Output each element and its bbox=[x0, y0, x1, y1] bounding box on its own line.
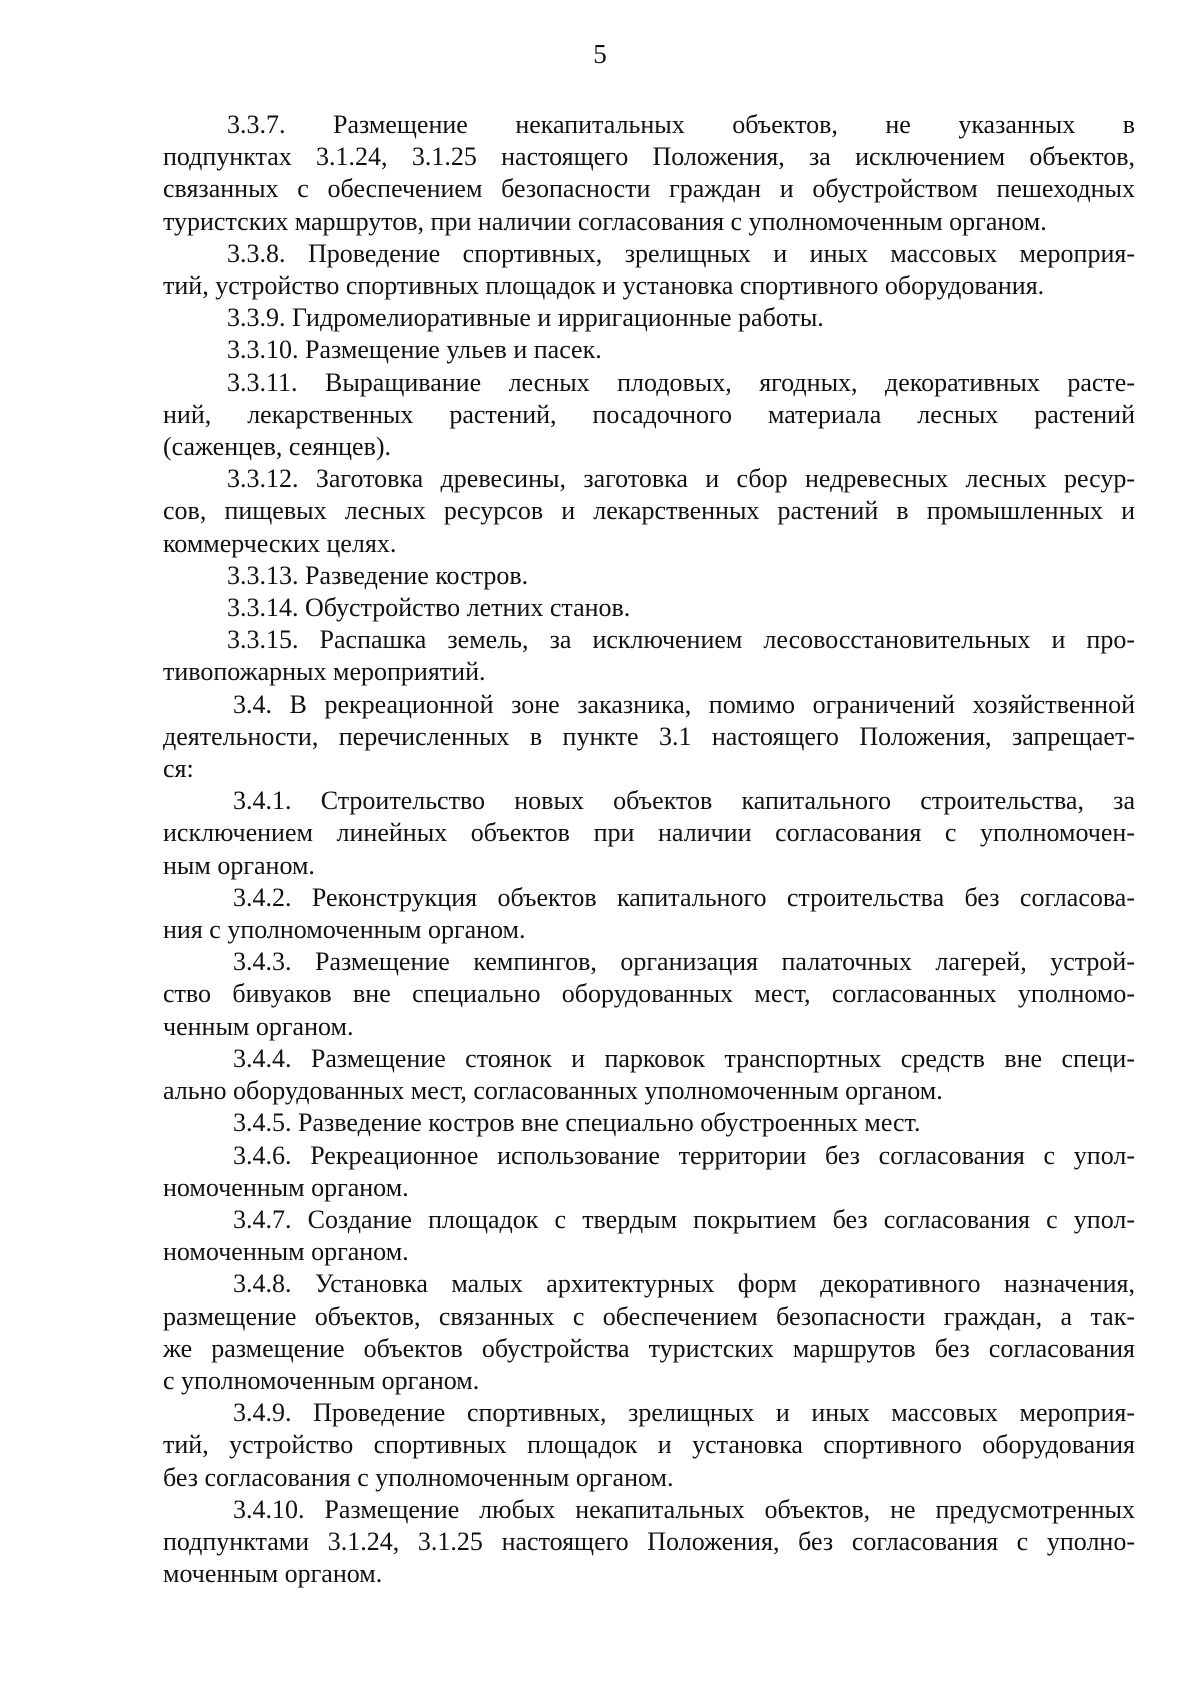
paragraph-3-3-15 bbox=[163, 624, 1135, 688]
paragraph-line: подпунктами 3.1.24, 3.1.25 настоящего Положения, без согласования с уполно- bbox=[163, 1526, 1135, 1556]
paragraph-line: моченным органом. bbox=[163, 1559, 383, 1589]
paragraph-line: 3.3.7. Размещение некапитальных объектов, не указанных в bbox=[227, 110, 1135, 139]
paragraph-line: размещение объектов, связанных с обеспечением безопасности граждан, а так- bbox=[163, 1301, 1135, 1331]
paragraph-line: 3.3.13. Разведение костров. bbox=[227, 560, 529, 590]
paragraph-line: тивопожарных мероприятий. bbox=[163, 657, 486, 687]
paragraph-line: с уполномоченным органом. bbox=[163, 1365, 480, 1395]
paragraph-3-4-3 bbox=[163, 946, 1135, 1043]
paragraph-line: 3.4.8. Установка малых архитектурных форм декоративного назначения, bbox=[233, 1269, 1135, 1299]
paragraph-line: 3.4.6. Рекреационное использование территории без согласования с упол- bbox=[233, 1140, 1135, 1170]
paragraph-3-4-1 bbox=[163, 785, 1135, 882]
paragraph-line: ство бивуаков вне специально оборудованных мест, согласованных уполномо- bbox=[163, 979, 1135, 1009]
paragraph-line: 3.4.2. Реконструкция объектов капитального строительства без согласова- bbox=[233, 882, 1135, 912]
paragraph-line: без согласования с уполномоченным органом. bbox=[163, 1462, 674, 1492]
paragraph-3-4-7 bbox=[163, 1204, 1135, 1268]
paragraph-line: 3.4.7. Создание площадок с твердым покрытием без согласования с упол- bbox=[233, 1204, 1135, 1234]
paragraph-line: 3.4.10. Размещение любых некапитальных объектов, не предусмотренных bbox=[233, 1494, 1135, 1524]
paragraph-3-4 bbox=[163, 689, 1135, 786]
paragraph-line: деятельности, перечисленных в пункте 3.1 настоящего Положения, запрещает- bbox=[163, 721, 1135, 751]
paragraph-line: тий, устройство спортивных площадок и установка спортивного оборудования. bbox=[163, 271, 1045, 301]
paragraph-3-4-10 bbox=[163, 1494, 1135, 1591]
paragraph-line: ся: bbox=[163, 754, 194, 784]
paragraph-line: 3.4.1. Строительство новых объектов капитального строительства, за bbox=[233, 786, 1135, 816]
paragraph-line: подпунктах 3.1.24, 3.1.25 настоящего Положения, за исключением объектов, bbox=[163, 142, 1135, 172]
paragraph-line: ально оборудованных мест, согласованных уполномоченным органом. bbox=[163, 1076, 943, 1106]
paragraph-line: 3.4.3. Размещение кемпингов, организация палаточных лагерей, устрой- bbox=[233, 947, 1135, 977]
paragraph-line: 3.3.9. Гидромелиоративные и ирригационные работы. bbox=[227, 303, 824, 333]
paragraph-line: 3.3.8. Проведение спортивных, зрелищных и иных массовых мероприя- bbox=[227, 238, 1135, 268]
paragraph-line: номоченным органом. bbox=[163, 1237, 409, 1267]
paragraph-line: связанных с обеспечением безопасности граждан и обустройством пешеходных bbox=[163, 174, 1135, 204]
paragraph-3-4-6 bbox=[163, 1140, 1135, 1204]
paragraph-3-3-8 bbox=[163, 238, 1135, 302]
document-body bbox=[163, 109, 1135, 1590]
paragraph-line: 3.3.11. Выращивание лесных плодовых, ягодных, декоративных расте- bbox=[227, 367, 1135, 397]
paragraph-line: ния с уполномоченным органом. bbox=[163, 915, 526, 945]
paragraph-3-4-8 bbox=[163, 1268, 1135, 1397]
paragraph-line: ным органом. bbox=[163, 850, 315, 880]
paragraph-3-3-9 bbox=[163, 302, 1135, 334]
paragraph-line: коммерческих целях. bbox=[163, 528, 397, 558]
paragraph-line: номоченным органом. bbox=[163, 1172, 409, 1202]
paragraph-line: сов, пищевых лесных ресурсов и лекарственных растений в промышленных и bbox=[163, 496, 1135, 526]
paragraph-line: тий, устройство спортивных площадок и установка спортивного оборудования bbox=[163, 1430, 1135, 1460]
paragraph-line: (саженцев, сеянцев). bbox=[163, 432, 392, 462]
paragraph-3-3-12 bbox=[163, 463, 1135, 560]
paragraph-line: ченным органом. bbox=[163, 1011, 354, 1041]
paragraph-line: 3.3.15. Распашка земель, за исключением лесовосстановительных и про- bbox=[227, 625, 1135, 655]
paragraph-3-3-13 bbox=[163, 560, 1135, 592]
paragraph-3-3-14 bbox=[163, 592, 1135, 624]
paragraph-line: 3.3.12. Заготовка древесины, заготовка и сбор недревесных лесных ресур- bbox=[227, 464, 1135, 494]
paragraph-line: исключением линейных объектов при наличии согласования с уполномочен- bbox=[163, 818, 1135, 848]
page-number: 5 bbox=[593, 39, 607, 69]
paragraph-line: ний, лекарственных растений, посадочного материала лесных растений bbox=[163, 399, 1135, 429]
paragraph-3-3-10 bbox=[163, 334, 1135, 366]
paragraph-line: туристских маршрутов, при наличии согласования с уполномоченным органом. bbox=[163, 206, 1047, 236]
paragraph-line: 3.3.14. Обустройство летних станов. bbox=[227, 593, 631, 623]
paragraph-3-4-9 bbox=[163, 1397, 1135, 1494]
paragraph-line: 3.4. В рекреационной зоне заказника, помимо ограничений хозяйственной bbox=[233, 689, 1135, 719]
paragraph-line: 3.4.4. Размещение стоянок и парковок транспортных средств вне специ- bbox=[233, 1043, 1135, 1073]
paragraph-line: же размещение объектов обустройства туристских маршрутов без согласования bbox=[163, 1333, 1135, 1363]
paragraph-3-3-11 bbox=[163, 367, 1135, 464]
paragraph-line: 3.4.9. Проведение спортивных, зрелищных и иных массовых мероприя- bbox=[233, 1398, 1135, 1428]
paragraph-3-3-7 bbox=[163, 109, 1135, 238]
paragraph-3-4-5 bbox=[163, 1107, 1135, 1139]
paragraph-3-4-4 bbox=[163, 1043, 1135, 1107]
paragraph-line: 3.3.10. Размещение ульев и пасек. bbox=[227, 335, 602, 365]
paragraph-line: 3.4.5. Разведение костров вне специально обустроенных мест. bbox=[233, 1108, 921, 1138]
paragraph-3-4-2 bbox=[163, 882, 1135, 946]
